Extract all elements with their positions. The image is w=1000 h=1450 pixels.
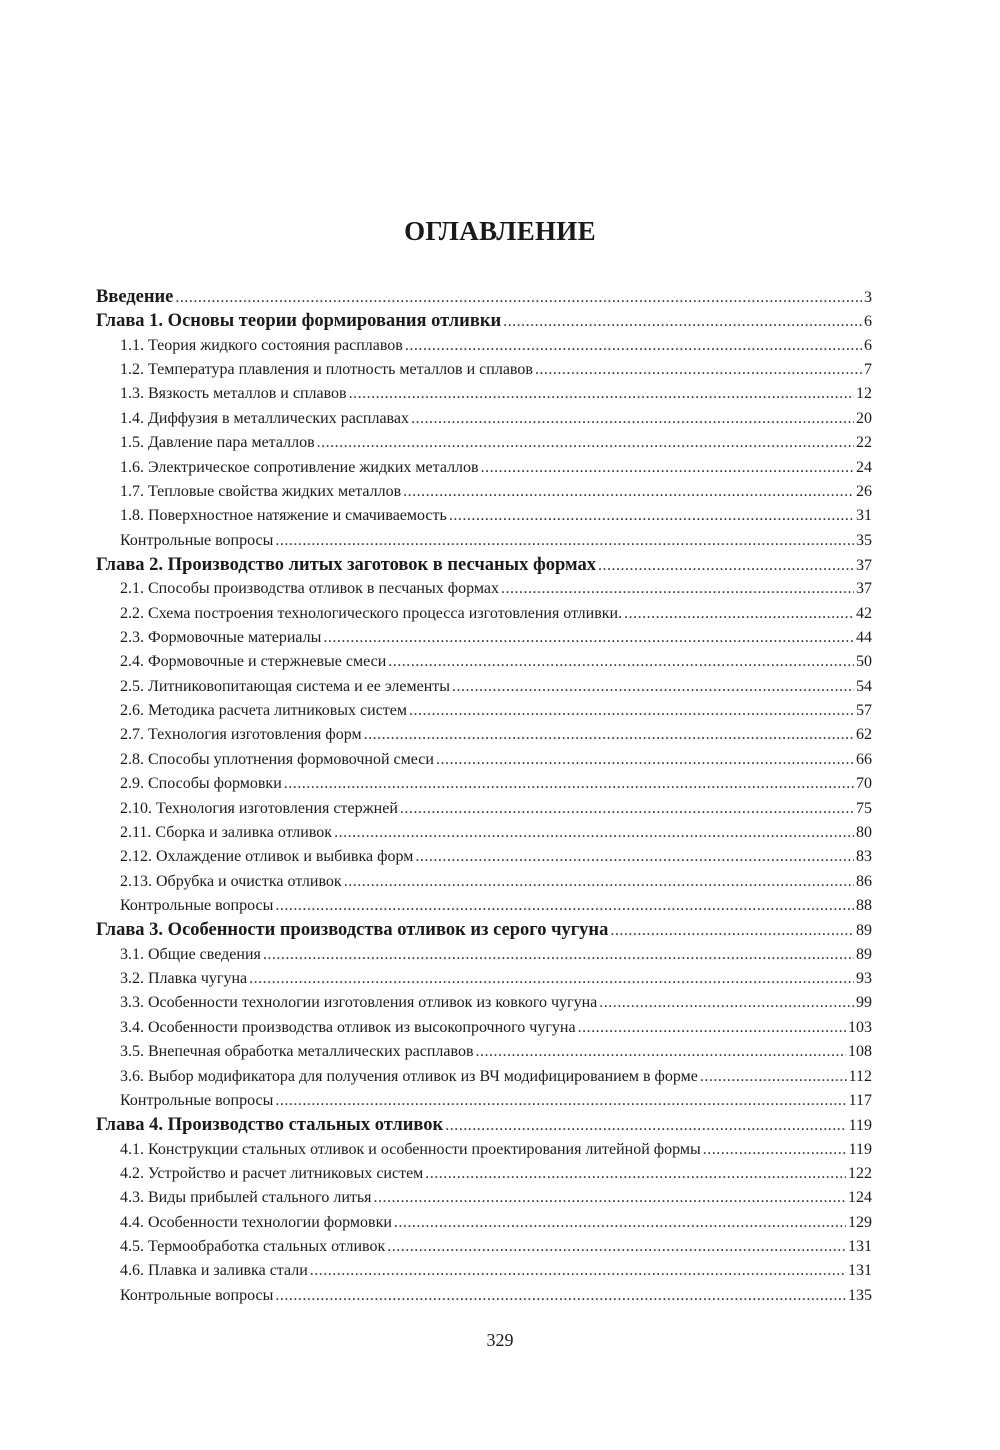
dot-leader (275, 894, 854, 918)
toc-entry-label: 1.2. Температура плавления и плотность металлов и сплавов (120, 361, 533, 379)
toc-entry-label: 1.5. Давление пара металлов (120, 434, 315, 452)
toc-section-entry (96, 675, 872, 699)
toc-section-entry (96, 1211, 872, 1235)
dot-leader (503, 310, 862, 333)
toc-entry-page: 50 (856, 653, 872, 671)
dot-leader (624, 602, 854, 626)
toc-entry-page: 89 (856, 922, 872, 940)
toc-entry-label: 1.7. Тепловые свойства жидких металлов (120, 482, 402, 500)
toc-entry-page: 99 (856, 994, 872, 1012)
page-title: ОГЛАВЛЕНИЕ (404, 216, 596, 246)
toc-entry-label: 3.2. Плавка чугуна (120, 970, 248, 988)
toc-entry-label: 2.7. Технология изготовления форм (120, 726, 362, 744)
toc-entry-page: 119 (848, 1117, 872, 1135)
dot-leader (349, 382, 854, 406)
toc-section-entry (96, 1089, 872, 1113)
toc-entry-label: Контрольные вопросы (120, 531, 274, 549)
toc-entry-label: 2.13. Обрубка и очистка отливок (120, 872, 342, 890)
toc-entry-label: 3.1. Общие сведения (120, 945, 261, 963)
toc-section-entry (96, 529, 872, 553)
toc-chapter-entry (96, 285, 872, 309)
toc-entry-label: 2.8. Способы уплотнения формовочной смеси (120, 750, 434, 768)
toc-section-entry (96, 1259, 872, 1283)
toc-entry-page: 75 (856, 799, 872, 817)
toc-section-entry (96, 1065, 872, 1089)
toc-entry-label: 3.3. Особенности технологии изготовления отливок из ковкого чугуна (120, 994, 598, 1012)
dot-leader (284, 772, 854, 796)
toc-chapter-entry (96, 309, 872, 333)
toc-entry-page: 37 (856, 580, 872, 598)
toc-entry-page: 88 (856, 896, 872, 914)
toc-section-entry (96, 431, 872, 455)
toc-entry-page: 62 (856, 726, 872, 744)
dot-leader (501, 577, 854, 601)
toc-section-entry (96, 1284, 872, 1308)
dot-leader (703, 1138, 847, 1162)
toc-section-entry (96, 358, 872, 382)
toc-section-entry (96, 1235, 872, 1259)
dot-leader (344, 870, 854, 894)
toc-section-entry (96, 845, 872, 869)
toc-section-entry (96, 967, 872, 991)
toc-entry-label: 4.4. Особенности технологии формовки (120, 1213, 392, 1231)
toc-section-entry (96, 504, 872, 528)
toc-section-entry (96, 894, 872, 918)
toc-entry-label: 2.2. Схема построения технологического процесса изготовления отливки. (120, 604, 623, 622)
toc-section-entry (96, 870, 872, 894)
toc-entry-label: 2.6. Методика расчета литниковых систем (120, 702, 408, 720)
dot-leader (175, 286, 862, 309)
toc-entry-label: Глава 3. Особенности производства отливок из серого чугуна (96, 920, 609, 941)
toc-entry-page: 89 (856, 945, 872, 963)
toc-entry-page: 131 (848, 1262, 872, 1280)
toc-entry-page: 135 (848, 1286, 872, 1304)
dot-leader (610, 919, 854, 942)
dot-leader (394, 1211, 846, 1235)
toc-section-entry (96, 650, 872, 674)
toc-entry-page: 117 (848, 1091, 872, 1109)
toc-section-entry (96, 1040, 872, 1064)
toc-section-entry (96, 334, 872, 358)
dot-leader (598, 554, 854, 577)
toc-entry-label: 2.1. Способы производства отливок в песчаных формах (120, 580, 499, 598)
toc-section-entry (96, 407, 872, 431)
toc-chapter-entry (96, 1113, 872, 1137)
dot-leader (364, 723, 854, 747)
toc-section-entry (96, 382, 872, 406)
dot-leader (445, 1114, 846, 1137)
toc-entry-label: 4.2. Устройство и расчет литниковых систем (120, 1164, 424, 1182)
dot-leader (481, 456, 854, 480)
toc-entry-page: 112 (848, 1067, 872, 1085)
toc-section-entry (96, 821, 872, 845)
toc-entry-page: 66 (856, 750, 872, 768)
dot-leader (388, 650, 854, 674)
toc-entry-label: Контрольные вопросы (120, 1286, 274, 1304)
toc-entry-page: 37 (856, 556, 872, 574)
toc-entry-label: 4.5. Термообработка стальных отливок (120, 1238, 386, 1256)
toc-entry-label: 1.4. Диффузия в металлических расплавах (120, 409, 409, 427)
toc-section-entry (96, 991, 872, 1015)
toc-entry-page: 7 (864, 361, 872, 379)
dot-leader (275, 1089, 846, 1113)
toc-entry-page: 6 (864, 336, 872, 354)
toc-entry-page: 124 (848, 1189, 872, 1207)
toc-entry-label: 2.4. Формовочные и стержневые смеси (120, 653, 387, 671)
toc-entry-label: 4.6. Плавка и заливка стали (120, 1262, 308, 1280)
toc-entry-label: Глава 2. Производство литых заготовок в песчаных формах (96, 554, 597, 575)
dot-leader (405, 334, 862, 358)
toc-section-entry (96, 1016, 872, 1040)
dot-leader (387, 1235, 846, 1259)
toc-entry-page: 129 (848, 1213, 872, 1231)
toc-entry-page: 42 (856, 604, 872, 622)
toc-entry-label: 2.11. Сборка и заливка отливок (120, 823, 333, 841)
toc-entry-page: 24 (856, 458, 872, 476)
toc-entry-label: 3.5. Внепечная обработка металлических расплавов (120, 1043, 474, 1061)
toc-entry-page: 3 (864, 289, 872, 306)
dot-leader (700, 1065, 847, 1089)
toc-section-entry (96, 772, 872, 796)
toc-entry-page: 57 (856, 702, 872, 720)
toc-section-entry (96, 1138, 872, 1162)
toc-section-entry (96, 456, 872, 480)
toc-entry-label: Глава 1. Основы теории формирования отливки (96, 311, 502, 332)
toc-entry-page: 22 (856, 434, 872, 452)
toc-entry-label: 2.10. Технология изготовления стержней (120, 799, 398, 817)
toc-entry-label: 1.3. Вязкость металлов и сплавов (120, 385, 347, 403)
toc-chapter-entry (96, 918, 872, 942)
dot-leader (400, 797, 854, 821)
toc-entry-page: 26 (856, 482, 872, 500)
toc-entry-page: 86 (856, 872, 872, 890)
dot-leader (275, 529, 854, 553)
dot-leader (411, 407, 854, 431)
dot-leader (334, 821, 854, 845)
toc-section-entry (96, 748, 872, 772)
toc-section-entry (96, 577, 872, 601)
toc-entry-label: Глава 4. Производство стальных отливок (96, 1115, 444, 1136)
toc-entry-label: 2.5. Литниковопитающая система и ее элементы (120, 677, 451, 695)
toc-entry-page: 93 (856, 970, 872, 988)
toc-section-entry (96, 1186, 872, 1210)
toc-section-entry (96, 1162, 872, 1186)
toc-entry-label: Введение (96, 287, 174, 307)
toc-entry-label: 2.3. Формовочные материалы (120, 629, 322, 647)
toc-entry-page: 12 (856, 385, 872, 403)
toc-entry-page: 70 (856, 775, 872, 793)
toc-entry-label: 1.8. Поверхностное натяжение и смачиваемость (120, 507, 447, 525)
dot-leader (374, 1186, 846, 1210)
dot-leader (452, 675, 854, 699)
dot-leader (436, 748, 854, 772)
toc-entry-page: 80 (856, 823, 872, 841)
toc-entry-page: 83 (856, 848, 872, 866)
toc-entry-page: 44 (856, 629, 872, 647)
toc-entry-page: 20 (856, 409, 872, 427)
toc-entry-label: 1.1. Теория жидкого состояния расплавов (120, 336, 403, 354)
toc-section-entry (96, 943, 872, 967)
toc-entry-label: Контрольные вопросы (120, 1091, 274, 1109)
toc-section-entry (96, 480, 872, 504)
dot-leader (599, 991, 854, 1015)
toc-section-entry (96, 626, 872, 650)
toc-entry-page: 131 (848, 1238, 872, 1256)
toc-entry-label: 1.6. Электрическое сопротивление жидких металлов (120, 458, 479, 476)
toc-entry-page: 6 (864, 313, 872, 331)
dot-leader (249, 967, 854, 991)
toc-entry-label: 3.6. Выбор модификатора для получения отливок из ВЧ модифицированием в форме (120, 1067, 698, 1085)
toc-section-entry (96, 602, 872, 626)
dot-leader (275, 1284, 846, 1308)
dot-leader (409, 699, 854, 723)
dot-leader (317, 431, 854, 455)
toc-entry-label: 2.12. Охлаждение отливок и выбивка форм (120, 848, 414, 866)
dot-leader (415, 845, 854, 869)
dot-leader (310, 1259, 846, 1283)
toc-chapter-entry (96, 553, 872, 577)
dot-leader (535, 358, 862, 382)
dot-leader (403, 480, 854, 504)
toc-entry-page: 103 (848, 1018, 872, 1036)
table-of-contents (96, 285, 872, 1308)
dot-leader (449, 504, 854, 528)
toc-entry-label: 4.3. Виды прибылей стального литья (120, 1189, 372, 1207)
toc-entry-page: 108 (848, 1043, 872, 1061)
dot-leader (476, 1040, 847, 1064)
dot-leader (263, 943, 854, 967)
toc-entry-page: 119 (848, 1140, 872, 1158)
dot-leader (425, 1162, 846, 1186)
toc-section-entry (96, 699, 872, 723)
toc-entry-page: 31 (856, 507, 872, 525)
toc-entry-label: 2.9. Способы формовки (120, 775, 282, 793)
dot-leader (578, 1016, 846, 1040)
dot-leader (323, 626, 854, 650)
toc-entry-label: 3.4. Особенности производства отливок из высокопрочного чугуна (120, 1018, 576, 1036)
toc-entry-label: 4.1. Конструкции стальных отливок и особенности проектирования литейной формы (120, 1140, 701, 1158)
toc-entry-label: Контрольные вопросы (120, 896, 274, 914)
toc-section-entry (96, 723, 872, 747)
page-number: 329 (486, 1330, 514, 1350)
toc-entry-page: 54 (856, 677, 872, 695)
toc-section-entry (96, 797, 872, 821)
toc-entry-page: 35 (856, 531, 872, 549)
toc-entry-page: 122 (848, 1164, 872, 1182)
